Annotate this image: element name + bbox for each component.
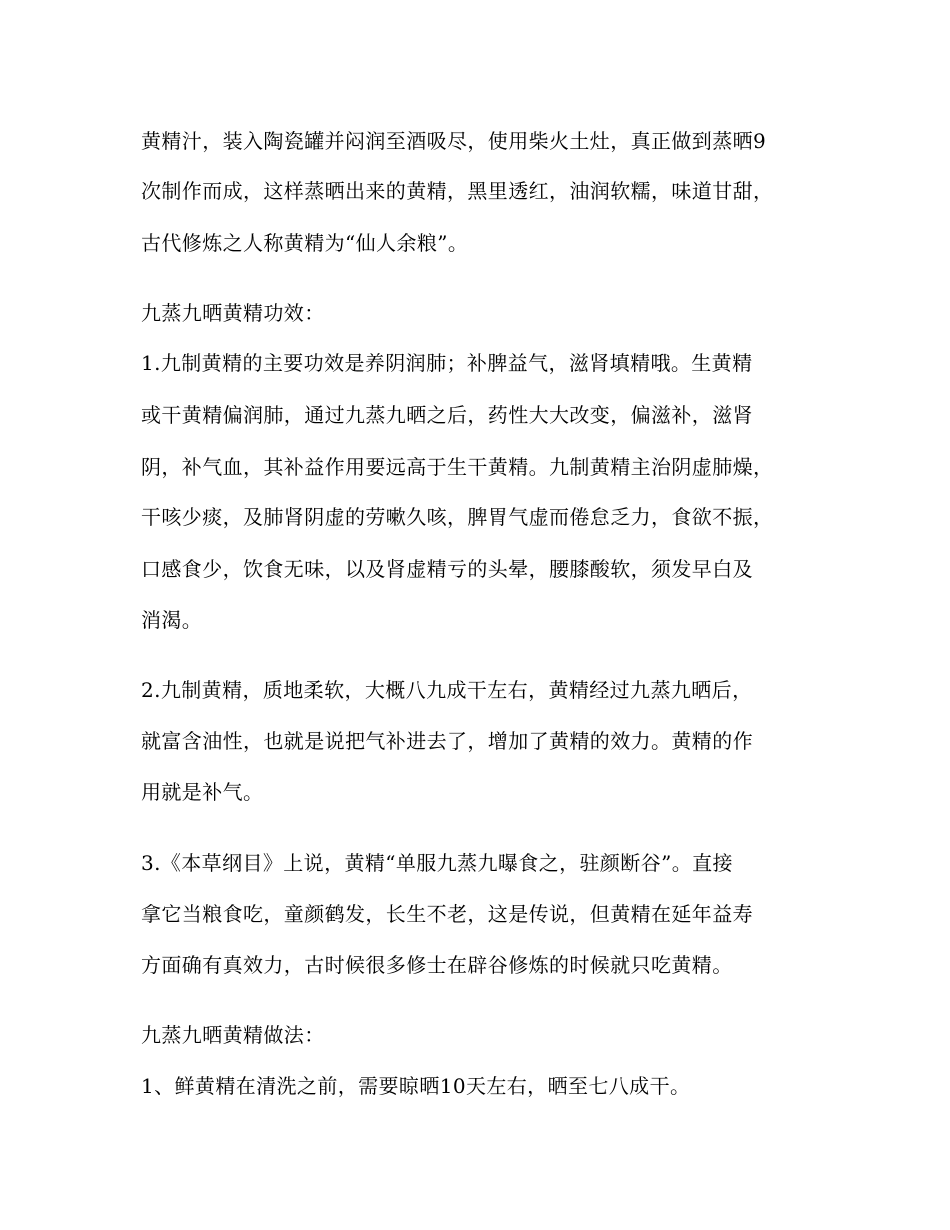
text-line: 就富含油性，也就是说把气补进去了，增加了黄精的效力。黄精的作 (141, 729, 753, 753)
text-line: 3.《本草纲目》上说，黄精“单服九蒸九曝食之，驻颜断谷”。直接 (141, 851, 733, 875)
text-line: 拿它当粮食吃，童颜鹤发，长生不老，这是传说，但黄精在延年益寿 (141, 902, 753, 926)
text-line: 阴，补气血，其补益作用要远高于生干黄精。九制黄精主治阴虚肺燥， (141, 455, 774, 479)
text-line: 黄精汁，装入陶瓷罐并闷润至酒吸尽，使用柴火土灶，真正做到蒸晒9 (141, 129, 767, 153)
text-line: 次制作而成，这样蒸晒出来的黄精，黑里透红，油润软糯，味道甘甜， (141, 179, 774, 203)
text-line: 口感食少，饮食无味，以及肾虚精亏的头晕，腰膝酸软，须发早白及 (141, 557, 753, 581)
text-line: 或干黄精偏润肺，通过九蒸九晒之后，药性大大改变，偏滋补，滋肾 (141, 403, 753, 427)
text-line: 2.九制黄精，质地柔软，大概八九成干左右，黄精经过九蒸九晒后， (141, 678, 753, 702)
text-line: 古代修炼之人称黄精为“仙人余粮”。 (141, 231, 469, 255)
section-heading-effects: 九蒸九晒黄精功效： (141, 301, 325, 325)
text-line: 1、鲜黄精在清洗之前，需要晾晒10天左右，晒至七八成干。 (141, 1074, 691, 1098)
text-line: 干咳少痰，及肺肾阴虚的劳嗽久咳，脾胃气虚而倦怠乏力，食欲不振， (141, 505, 774, 529)
text-line: 消渴。 (141, 608, 203, 632)
text-line: 方面确有真效力，古时候很多修士在辟谷修炼的时候就只吃黄精。 (141, 953, 733, 977)
section-heading-method: 九蒸九晒黄精做法： (141, 1023, 325, 1047)
text-line: 用就是补气。 (141, 780, 264, 804)
text-line: 1.九制黄精的主要功效是养阴润肺；补脾益气，滋肾填精哦。生黄精 (141, 351, 753, 375)
